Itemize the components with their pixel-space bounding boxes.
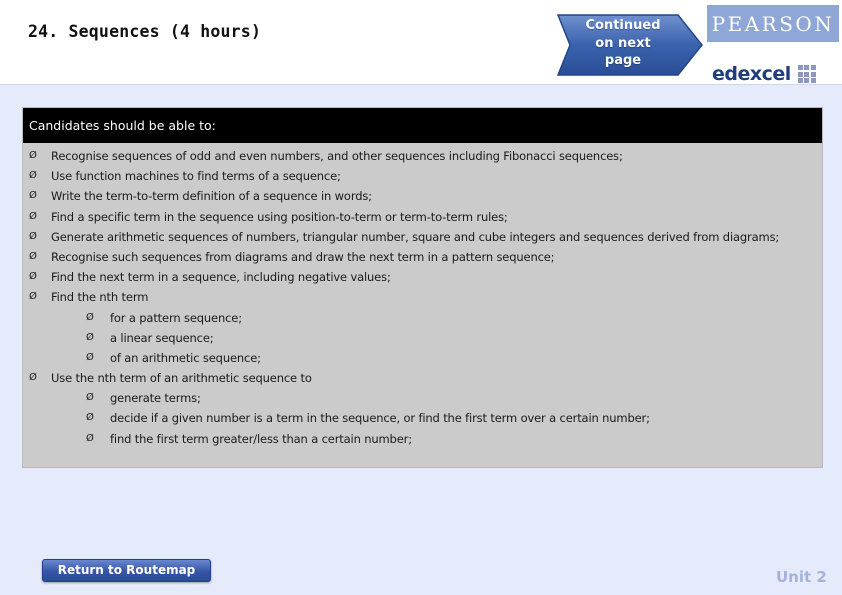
list-item (23, 186, 822, 206)
continued-label (556, 17, 704, 70)
list-item (23, 328, 822, 348)
list-item-text: for a pattern sequence; (110, 310, 242, 325)
bullet-arrow-icon: Ø (86, 331, 94, 343)
list-item (23, 227, 822, 247)
continued-next-page-button[interactable] (556, 13, 704, 77)
edexcel-wordmark: edexcel (712, 63, 791, 85)
bullet-arrow-icon: Ø (29, 190, 37, 202)
list-item-text: Recognise sequences of odd and even numbers, and other sequences including Fibonacci sequences; (51, 149, 623, 163)
return-to-routemap-button[interactable]: Return to Routemap (42, 559, 211, 582)
list-item (23, 368, 822, 388)
list-item-text: Find the nth term (51, 290, 149, 305)
list-item-text: generate terms; (110, 391, 201, 406)
list-item (23, 267, 822, 287)
bullet-arrow-icon: Ø (86, 351, 94, 363)
pearson-logo: PEARSON (707, 5, 839, 42)
list-item (23, 348, 822, 368)
bullet-arrow-icon: Ø (29, 271, 37, 283)
objectives-list (23, 146, 822, 449)
list-item (23, 429, 822, 449)
list-item-text: find the first term greater/less than a certain number; (110, 431, 412, 446)
list-item-text: Use function machines to find terms of a sequence; (51, 169, 341, 184)
list-item (23, 207, 822, 227)
bullet-arrow-icon: Ø (29, 250, 37, 262)
list-item-text: Find the next term in a sequence, including negative values; (51, 270, 391, 285)
list-item (23, 308, 822, 328)
page-title: 24. Sequences (4 hours) (28, 22, 262, 41)
list-item-text: Write the term-to-term definition of a sequence in words; (51, 189, 372, 204)
bullet-arrow-icon: Ø (29, 291, 37, 303)
continued-line-1: Continued (585, 18, 661, 33)
list-item (23, 247, 822, 267)
unit-label: Unit 2 (776, 568, 827, 586)
list-item-text: a linear sequence; (110, 330, 214, 345)
list-item (23, 388, 822, 408)
list-item (23, 287, 822, 307)
edexcel-logo (712, 63, 816, 85)
list-item (23, 146, 822, 166)
header-band (0, 0, 842, 85)
bullet-arrow-icon: Ø (86, 311, 94, 323)
continued-line-2: on next (595, 35, 651, 51)
bullet-arrow-icon: Ø (29, 170, 37, 182)
bullet-arrow-icon: Ø (29, 210, 37, 222)
bullet-arrow-icon: Ø (29, 372, 37, 384)
list-item-text: decide if a given number is a term in the sequence, or find the first term over a certain number; (110, 411, 650, 426)
bullet-arrow-icon: Ø (29, 150, 37, 161)
list-item-text: Use the nth term of an arithmetic sequence to (51, 371, 312, 386)
list-item-text: Generate arithmetic sequences of numbers, triangular number, square and cube integers and sequences derived from diagrams; (51, 229, 780, 244)
continued-line-3: page (604, 53, 642, 68)
edexcel-grid-icon (798, 65, 816, 83)
objectives-heading: Candidates should be able to: (23, 108, 822, 143)
list-item-text: Recognise such sequences from diagrams and draw the next term in a pattern sequence; (51, 249, 555, 264)
list-item-text: of an arithmetic sequence; (110, 350, 261, 365)
list-item (23, 166, 822, 186)
bullet-arrow-icon: Ø (86, 412, 94, 424)
bullet-arrow-icon: Ø (86, 392, 94, 404)
list-item-text: Find a specific term in the sequence using position-to-term or term-to-term rules; (51, 209, 508, 224)
bullet-arrow-icon: Ø (29, 230, 37, 242)
objectives-panel (22, 107, 823, 468)
list-item (23, 408, 822, 428)
bullet-arrow-icon: Ø (86, 432, 94, 444)
